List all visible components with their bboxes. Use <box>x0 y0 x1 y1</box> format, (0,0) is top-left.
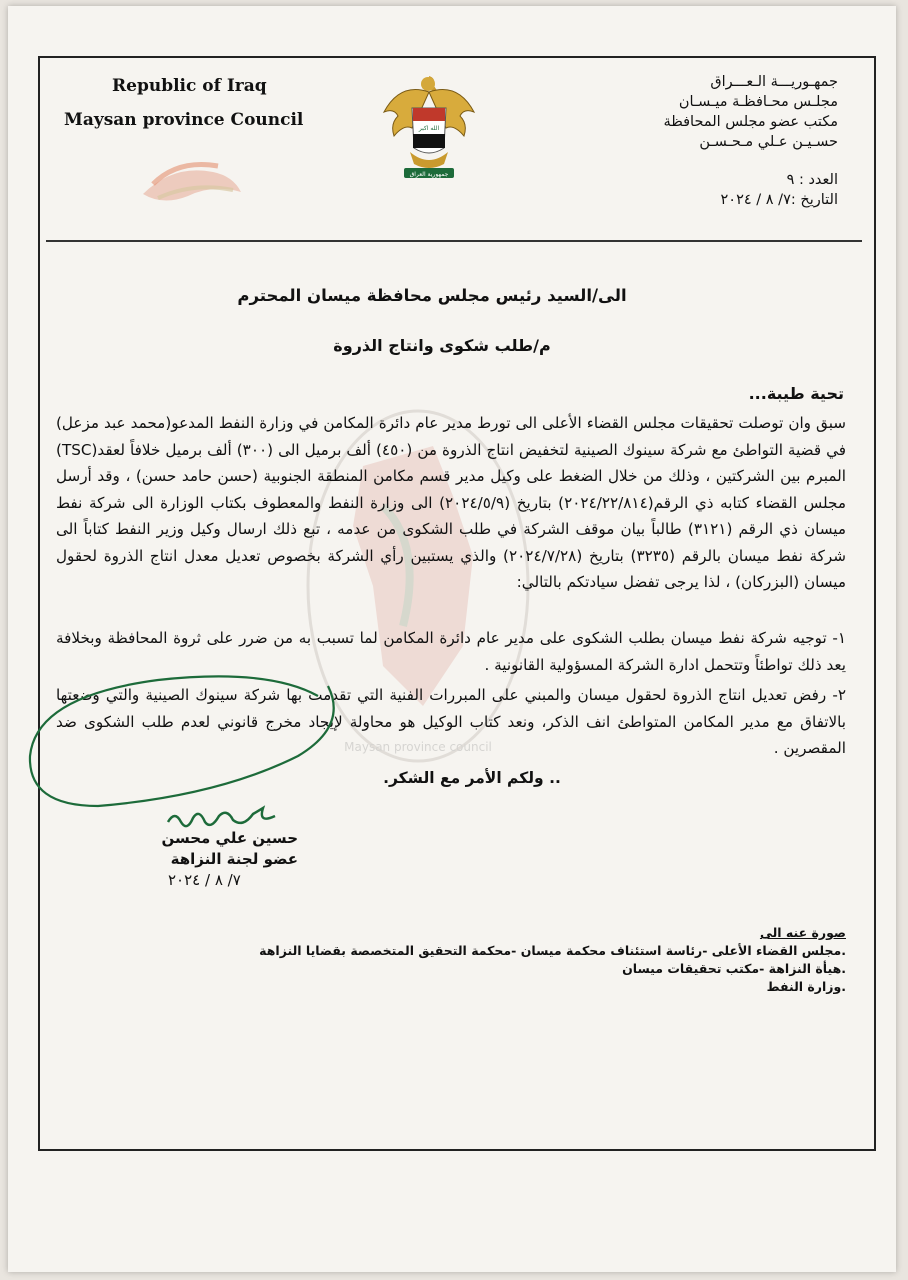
cc-recipient-2: .هيأة النزاهة -مكتب تحقيقات ميسان <box>622 961 846 976</box>
header-ar-office: مكتب عضو مجلس المحافظة <box>663 114 838 130</box>
cc-recipient-1: .مجلس القضاء الأعلى -رئاسة استئناف محكمة ميسان -محكمة التحقيق المتخصصة بقضايا النزاهة <box>259 943 846 958</box>
addressee: الى/السيد رئيس مجلس محافظة ميسان المحترم <box>237 286 627 305</box>
cc-block <box>206 924 846 996</box>
cc-recipient-3: .وزارة النفط <box>766 979 846 994</box>
header-divider <box>46 240 862 242</box>
document-page <box>8 6 896 1272</box>
signatory-name: حسين علي محسن <box>161 829 298 847</box>
header-en-council: Maysan province Council <box>64 110 304 130</box>
iraq-eagle-emblem-icon <box>380 72 478 184</box>
cc-heading: صورة عنه الى <box>759 925 846 940</box>
emblem-banner: جمهورية العراق <box>409 171 449 178</box>
signatory-title: عضو لجنة النزاهة <box>170 850 298 868</box>
signature-date: ٧/ ٨ / ٢٠٢٤ <box>168 871 241 889</box>
watermark-caption: Maysan province council <box>344 740 492 754</box>
request-item-1: ١- توجيه شركة نفط ميسان بطلب الشكوى على مدير عام دائرة المكامن لما تسبب به من ضرر على ثروة المحافظة وبخلافة يعد ذلك تواطئاً وتتحمل ادارة الشركة المسؤولية القانونية . <box>56 629 846 674</box>
header-ar-block <box>578 72 838 210</box>
subject-line: م/طلب شكوى وانتاج الذروة <box>333 336 551 355</box>
header-ar-council: مجلـس محـافظـة ميـسـان <box>678 94 838 110</box>
header-en-country: Republic of Iraq <box>112 76 267 96</box>
document-number: العدد : ٩ <box>786 172 838 188</box>
signature-block <box>108 828 298 891</box>
header-ar-member: حسـيـن عـلي مـحـسـن <box>699 134 838 150</box>
council-logo-icon <box>133 154 248 209</box>
closing-line: .. ولكم الأمر مع الشكر. <box>383 769 561 787</box>
header-ar-country: جمهـوريـــة الـعـــراق <box>710 74 838 90</box>
greeting: تحية طيبة... <box>748 384 844 403</box>
document-date: التاريخ :٧/ ٨ / ٢٠٢٤ <box>720 192 838 208</box>
emblem-motto: الله اكبر <box>418 125 440 132</box>
body-paragraph: سبق وان توصلت تحقيقات مجلس القضاء الأعلى الى تورط مدير عام دائرة المكامن في وزارة النفط المدعو(محمد عبد مزعل) في قضية التواطئ مع شركة سينوك الصينية لتخفيض انتاج الذروة من (٤٥٠) ألف برميل الى (٣٠٠) ألف برميل خلافاً لعقد(TSC) المبرم بين الشركتين ، وذلك من خلال الضغط على وكيل مدير قسم مكامن المنطقة الجنوبية (حسن حامد حسن) ، وقد أرسل مجلس القضاء كتابه ذي الرقم(٢٠٢٤/٢٢/٨١٤) بتاريخ (٢٠٢٤/٥/٩) الى وزارة النفط والمعطوف بكتاب الوزارة الى شركة نفط ميسان ذي الرقم (٣١٢١) طالباً بيان موقف الشركة في طلب الشكوى من عدمه ، تبع ذلك ارسال وكيل وزير النفط كتاباً الى شركة نفط ميسان بالرقم (٣٢٣٥) بتاريخ (٢٠٢٤/٧/٢٨) والذي يستبين رأي الشركة بخصوص تعديل معدل انتاج الذروة لحقول ميسان (البزركان) ، لذا يرجى تفضل سيادتكم بالتالي: <box>56 414 847 591</box>
request-item-2: ٢- رفض تعديل انتاج الذروة لحقول ميسان والمبني على المبررات الفنية التي تقدمت بها شركة سينوك الصينية والتي وضعتها بالاتفاق مع مدير المكامن المتواطئ انف الذكر، ونعد كتاب الوكيل هو محاولة لإيجاد مخرج قانوني لعدم طلب الشكوى ضد المقصرين . <box>56 686 846 757</box>
